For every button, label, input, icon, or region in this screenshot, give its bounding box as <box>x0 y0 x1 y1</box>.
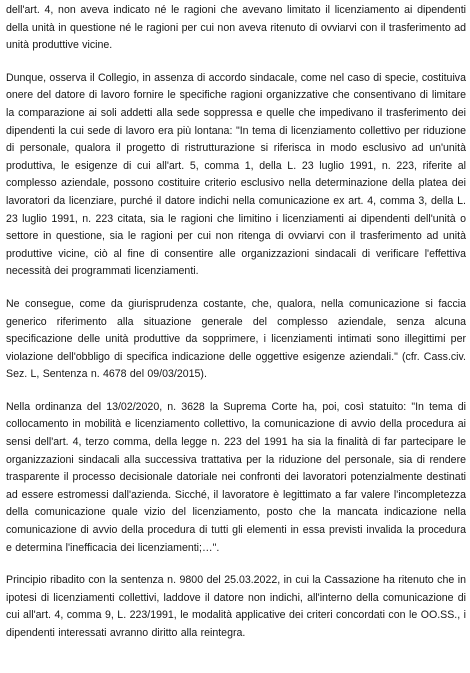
paragraph-1: dell'art. 4, non aveva indicato né le ragioni che avevano limitato il licenziamento ai dipendenti della unità in questione né le ragioni per cui non aveva ritenuto di ovviarvi con il trasferimento ad unità produttive vicine. <box>6 4 466 52</box>
paragraph-5: Principio ribadito con la sentenza n. 9800 del 25.03.2022, in cui la Cassazione ha ritenuto che in ipotesi di licenziamenti collettivi, laddove il datore non indichi, all'interno della comunicazione di cui all'art. 4, comma 9, L. 223/1991, le modalità applicative dei criteri concordati con le OO.SS., i dipendenti interessati avranno diritto alla reintegra. <box>6 574 466 639</box>
paragraph-4: Nella ordinanza del 13/02/2020, n. 3628 la Suprema Corte ha, poi, così statuito: "In tema di collocamento in mobilità e licenziamento collettivo, la comunicazione di avvio della procedura ai sensi dell'art. 4, terzo comma, della legge n. 223 del 1991 ha sia la finalità di far partecipare le organizzazioni sindacali alla successiva trattativa per la riduzione del personale, sia di rendere trasparente il processo decisionale datoriale nei confronti dei lavoratori potenzialmente destinati ad essere estromessi dall'azienda. Sicché, il lavoratore è legittimato a far valere l'incompletezza della comunicazione quale vizio del licenziamento, posto che la mancata indicazione nella comunicazione di avvio della procedura di tutti gli elementi in essa previsti invalida la procedura e determina l'inefficacia dei licenziamenti;…". <box>6 400 466 554</box>
paragraph-2: Dunque, osserva il Collegio, in assenza di accordo sindacale, come nel caso di specie, costituiva onere del datore di lavoro fornire le specifiche ragioni organizzative che consentivano di limitare la comparazione ai soli addetti alla sede soppressa e quelle che impedivano il trasferimento dei dipendenti la cui sede di lavoro era più lontana: "In tema di licenziamento collettivo per riduzione di personale, qualora il progetto di ristrutturazione si riferisca in modo esclusivo ad un'unità produttiva, le esigenze di cui all'art. 5, comma 1, della L. 23 luglio 1991, n. 223, riferite al complesso aziendale, possono costituire criterio esclusivo nella determinazione della platea dei lavoratori da licenziare, purché il datore indichi nella comunicazione ex art. 4, comma 3, della L. 23 luglio 1991, n. 223 citata, sia le ragioni che limitino i licenziamenti ai dipendenti dell'unità o settore in questione, sia le ragioni per cui non ritenga di ovviarvi con il trasferimento ad unità produttive vicine, ciò al fine di consentire alle organizzazioni sindacali di verificare l'effettiva necessità dei programmati licenziamenti. <box>6 71 466 278</box>
paragraph-3: Ne consegue, come da giurisprudenza costante, che, qualora, nella comunicazione si faccia generico riferimento alla situazione generale del complesso aziendale, senza alcuna specificazione delle unità produttive da sopprimere, i licenziamenti intimati sono illegittimi per violazione dell'obbligo di specifica indicazione delle oggettive esigenze aziendali." (cfr. Cass.civ. Sez. L, Sentenza n. 4678 del 09/03/2015). <box>6 297 466 381</box>
